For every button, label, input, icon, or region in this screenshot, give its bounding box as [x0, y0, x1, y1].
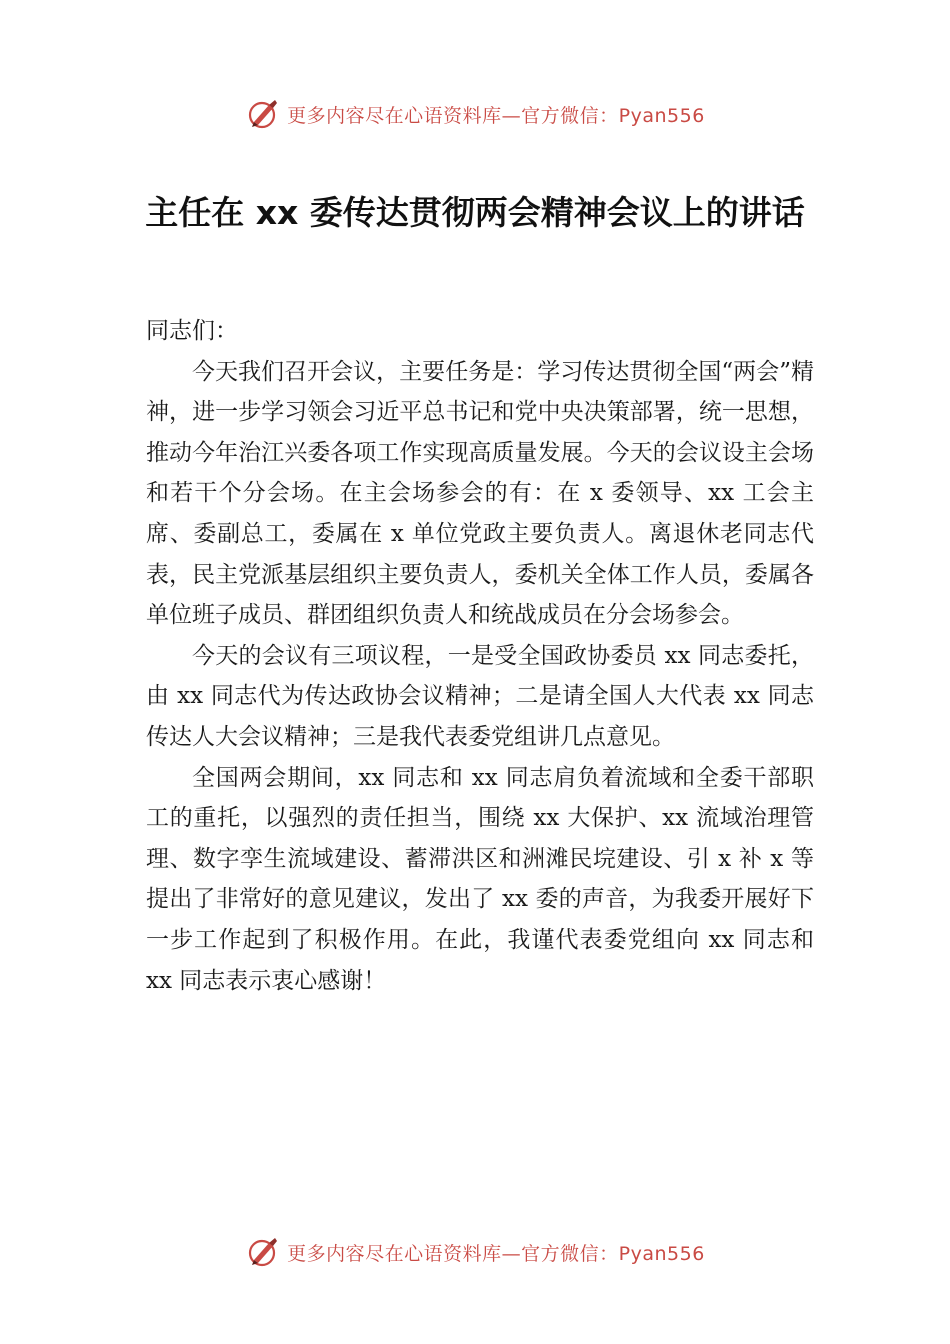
document-title: 主任在 xx 委传达贯彻两会精神会议上的讲话 — [145, 193, 805, 232]
pen-logo-icon — [245, 96, 281, 132]
watermark-text: 更多内容尽在心语资料库—官方微信：Pyan556 — [287, 1242, 705, 1265]
salutation: 同志们： — [146, 318, 238, 344]
paragraph: 今天的会议有三项议程，一是受全国政协委员 xx 同志委托，由 xx 同志代为传达政协会议精神；二是请全国人大代表 xx 同志传达人大会议精神；三是我代表委党组讲几点意见。 — [146, 642, 814, 750]
footer-watermark — [0, 1232, 950, 1272]
paragraph: 全国两会期间，xx 同志和 xx 同志肩负着流域和全委干部职工的重托，以强烈的责任担当，围绕 xx 大保护、xx 流域治理管理、数字孪生流域建设、蓄滞洪区和洲滩民垸建设、引 x 补 x 等提出了非常好的意见建议，发出了 xx 委的声音，为我委开展好下一步工作起到了积极作用。在此，我谨代表委党组向 xx 同志和 xx 同志表示衷心感谢！ — [146, 764, 814, 994]
pen-logo-icon — [245, 1234, 281, 1270]
header-watermark — [0, 94, 950, 134]
document-body — [146, 311, 814, 1001]
watermark-text: 更多内容尽在心语资料库—官方微信：Pyan556 — [287, 104, 705, 127]
paragraph: 今天我们召开会议，主要任务是：学习传达贯彻全国“两会”精神，进一步学习领会习近平总书记和党中央决策部署，统一思想，推动今年治江兴委各项工作实现高质量发展。今天的会议设主会场和若干个分会场。在主会场参会的有：在 x 委领导、xx 工会主席、委副总工，委属在 x 单位党政主要负责人。离退休老同志代表，民主党派基层组织主要负责人，委机关全体工作人员，委属各单位班子成员、群团组织负责人和统战成员在分会场参会。 — [146, 358, 814, 629]
